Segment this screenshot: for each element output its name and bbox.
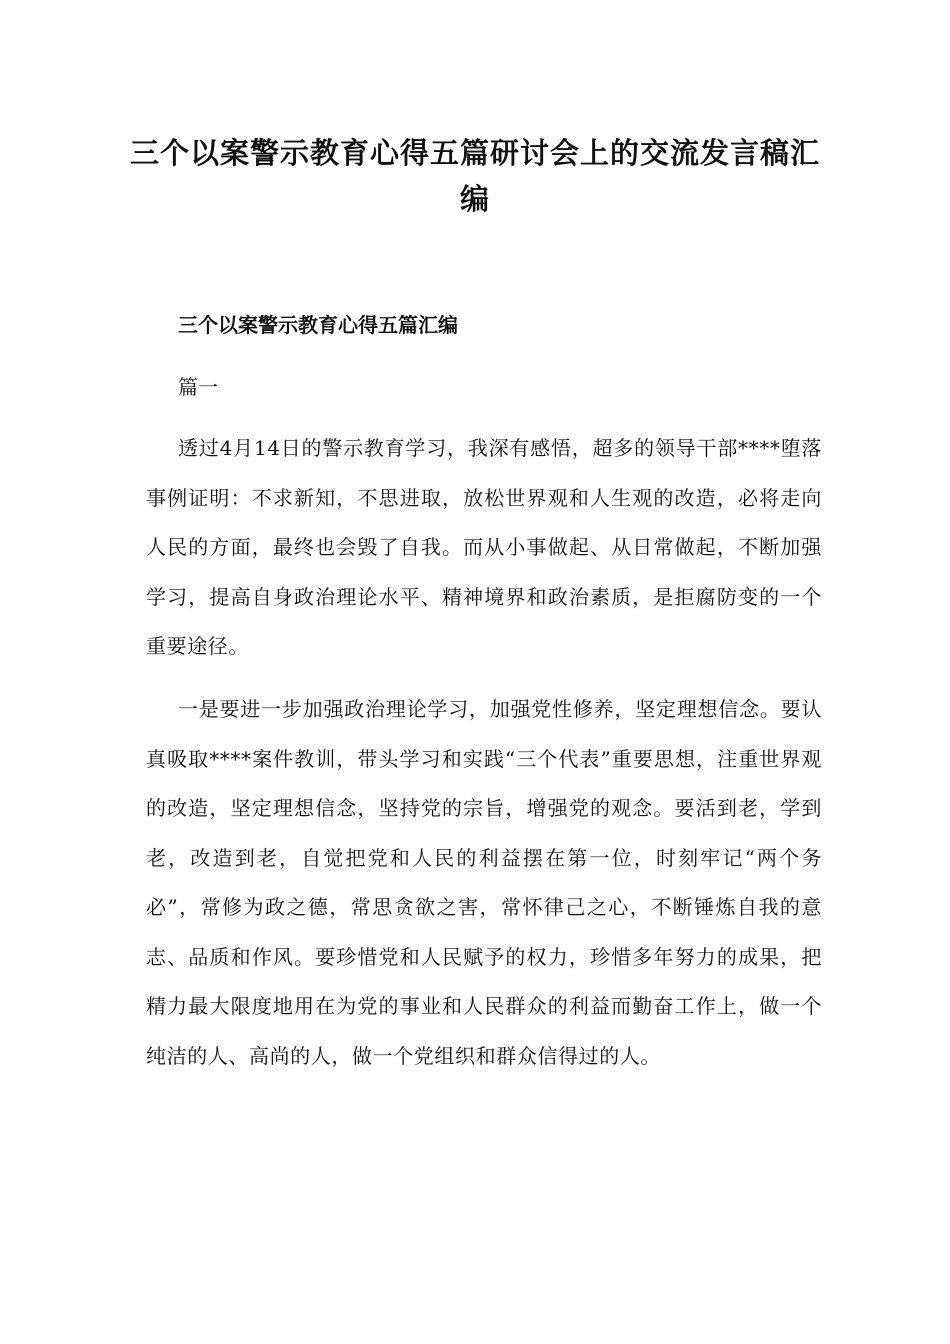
part-label: 篇一: [178, 375, 218, 399]
document-title: 三个以案警示教育心得五篇研讨会上的交流发言稿汇编: [130, 136, 821, 216]
body-paragraph-2: 一是要进一步加强政治理论学习，加强党性修养，坚定理想信念。要认真吸取****案件教训，带头学习和实践“三个代表”重要思想，注重世界观的改造，坚定理想信念，坚持党的宗旨，增强党的观念。要活到老，学到老，改造到老，自觉把党和人民的利益摆在第一位，时刻牢记“两个务必”，常修为政之德，常思贪欲之害，常怀律己之心，不断锤炼自我的意志、品质和作风。要珍惜党和人民赋予的权力，珍惜多年努力的成果，把精力最大限度地用在为党的事业和人民群众的利益而勤奋工作上，做一个纯洁的人、高尚的人，做一个党组织和群众信得过的人。: [146, 697, 822, 1068]
body-paragraph-1: 透过4月14日的警示教育学习，我深有感悟，超多的领导干部****堕落事例证明：不求新知，不思进取，放松世界观和人生观的改造，必将走向人民的方面，最终也会毁了自我。而从小事做起、从日常做起，不断加强学习，提高自身政治理论水平、精神境界和政治素质，是拒腐防变的一个重要途径。: [146, 436, 822, 658]
section-heading: 三个以案警示教育心得五篇汇编: [178, 313, 458, 337]
